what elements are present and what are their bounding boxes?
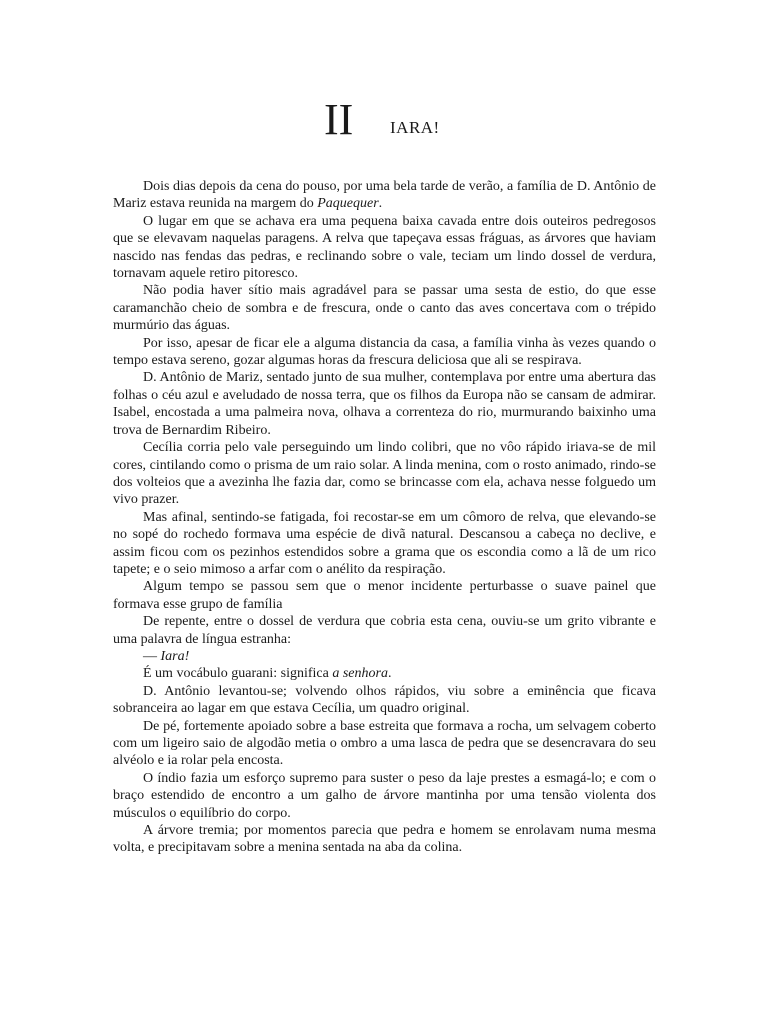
paragraph [113,770,656,822]
paragraph [113,282,656,334]
chapter-body [113,178,656,857]
paragraph [113,335,656,370]
dialogue-line [113,648,656,665]
paragraph [113,822,656,857]
dialogue-word: Iara! [160,648,190,664]
paragraph [113,665,656,682]
paragraph-text: O lugar em que se achava era uma pequena baixa cavada entre dois outeiros pedregosos que se elevavam naquelas paragens. A relva que tapeçava essas fráguas, as árvores que haviam nascido nas fendas das pedras, e reclinando sobre o vale, teciam um lindo dossel de verdura, tornavam aquele retiro pitoresco. [113,213,656,282]
chapter-title: IARA! [390,118,440,137]
river-name: Paquequer [317,196,379,212]
dialogue-dash: — [143,648,161,664]
paragraph-text: Por isso, apesar de ficar ele a alguma distancia da casa, a família vinha às vezes quando o tempo estava sereno, gozar algumas horas da frescura deliciosa que ali se respirava. [113,335,656,369]
paragraph [113,683,656,718]
chapter-heading [0,92,768,152]
paragraph-text: A árvore tremia; por momentos parecia que pedra e homem se enrolavam numa mesma volta, e precipitavam sobre a menina sentada na aba da colina. [113,823,656,856]
paragraph-text: . [378,196,383,212]
paragraph [113,509,656,579]
chapter-number: II [324,95,354,144]
paragraph [113,439,656,509]
paragraph-text: Algum tempo se passou sem que o menor incidente perturbasse o suave painel que formava esse grupo de família [113,579,656,612]
paragraph-text: De pé, fortemente apoiado sobre a base estreita que formava a rocha, um selvagem coberto com um ligeiro saio de algodão metia o ombro a uma lasca de pedra que se desencravara do seu alvéolo e ia rolar pela encosta. [113,718,656,769]
paragraph [113,718,656,770]
paragraph-text: Cecília corria pelo vale perseguindo um lindo colibri, que no vôo rápido iriava-se de mil cores, cintilando como o prisma de um raio solar. A linda menina, com o rosto animado, rindo-se dos volteios que a avezinha lhe fazia dar, como se brincasse com ela, achava nesse folguedo um vivo prazer. [113,440,656,508]
paragraph-text: De repente, entre o dossel de verdura que cobria esta cena, ouviu-se um grito vibrante e uma palavra de língua estranha: [113,614,656,647]
paragraph-text: D. Antônio levantou-se; volvendo olhos rápidos, viu sobre a eminência que ficava sobranceira ao lagar em que estava Cecília, um quadro original. [113,683,656,717]
paragraph-text: D. Antônio de Mariz, sentado junto de sua mulher, contemplava por entre uma abertura das folhas o céu azul e aveludado de nossa terra, que os filhos da Europa não se cansam de admirar. Isabel, encostada a uma palmeira nova, olhava a correnteza do rio, murmurando baixinho uma trova de Bernardim Ribeiro. [113,370,656,438]
paragraph [113,369,656,439]
paragraph-text: Dois dias depois da cena do pouso, por uma bela tarde de verão, a família de D. Antônio de Mariz estava reunida na margem do [113,179,656,212]
paragraph-text: O índio fazia um esforço supremo para suster o peso da laje prestes a esmagá-lo; e com o braço estendido de encontro a um galho de árvore mantinha por uma tensão violenta dos músculos o equilíbrio do corpo. [113,770,656,821]
translation-term: a senhora [332,666,388,682]
paragraph [113,578,656,613]
paragraph-text: É um vocábulo guarani: significa [143,666,333,682]
paragraph [113,613,656,648]
paragraph [113,213,656,283]
paragraph-text: Mas afinal, sentindo-se fatigada, foi recostar-se em um cômoro de relva, que elevando-se no sopé do rochedo formava uma espécie de divã natural. Descansou a cabeça no declive, e assim ficou com os pezinhos estendidos sobre a grama que os escondia como a lã de um rico tapete; e o seio mimoso a arfar com o anélito da respiração. [113,509,656,577]
paragraph [113,178,656,213]
paragraph-text: Não podia haver sítio mais agradável para se passar uma sesta de estio, do que esse caramanchão cheio de sombra e de frescura, onde o canto das aves concertava com o trépido murmúrio das águas. [113,283,656,334]
paragraph-text: . [387,666,392,682]
